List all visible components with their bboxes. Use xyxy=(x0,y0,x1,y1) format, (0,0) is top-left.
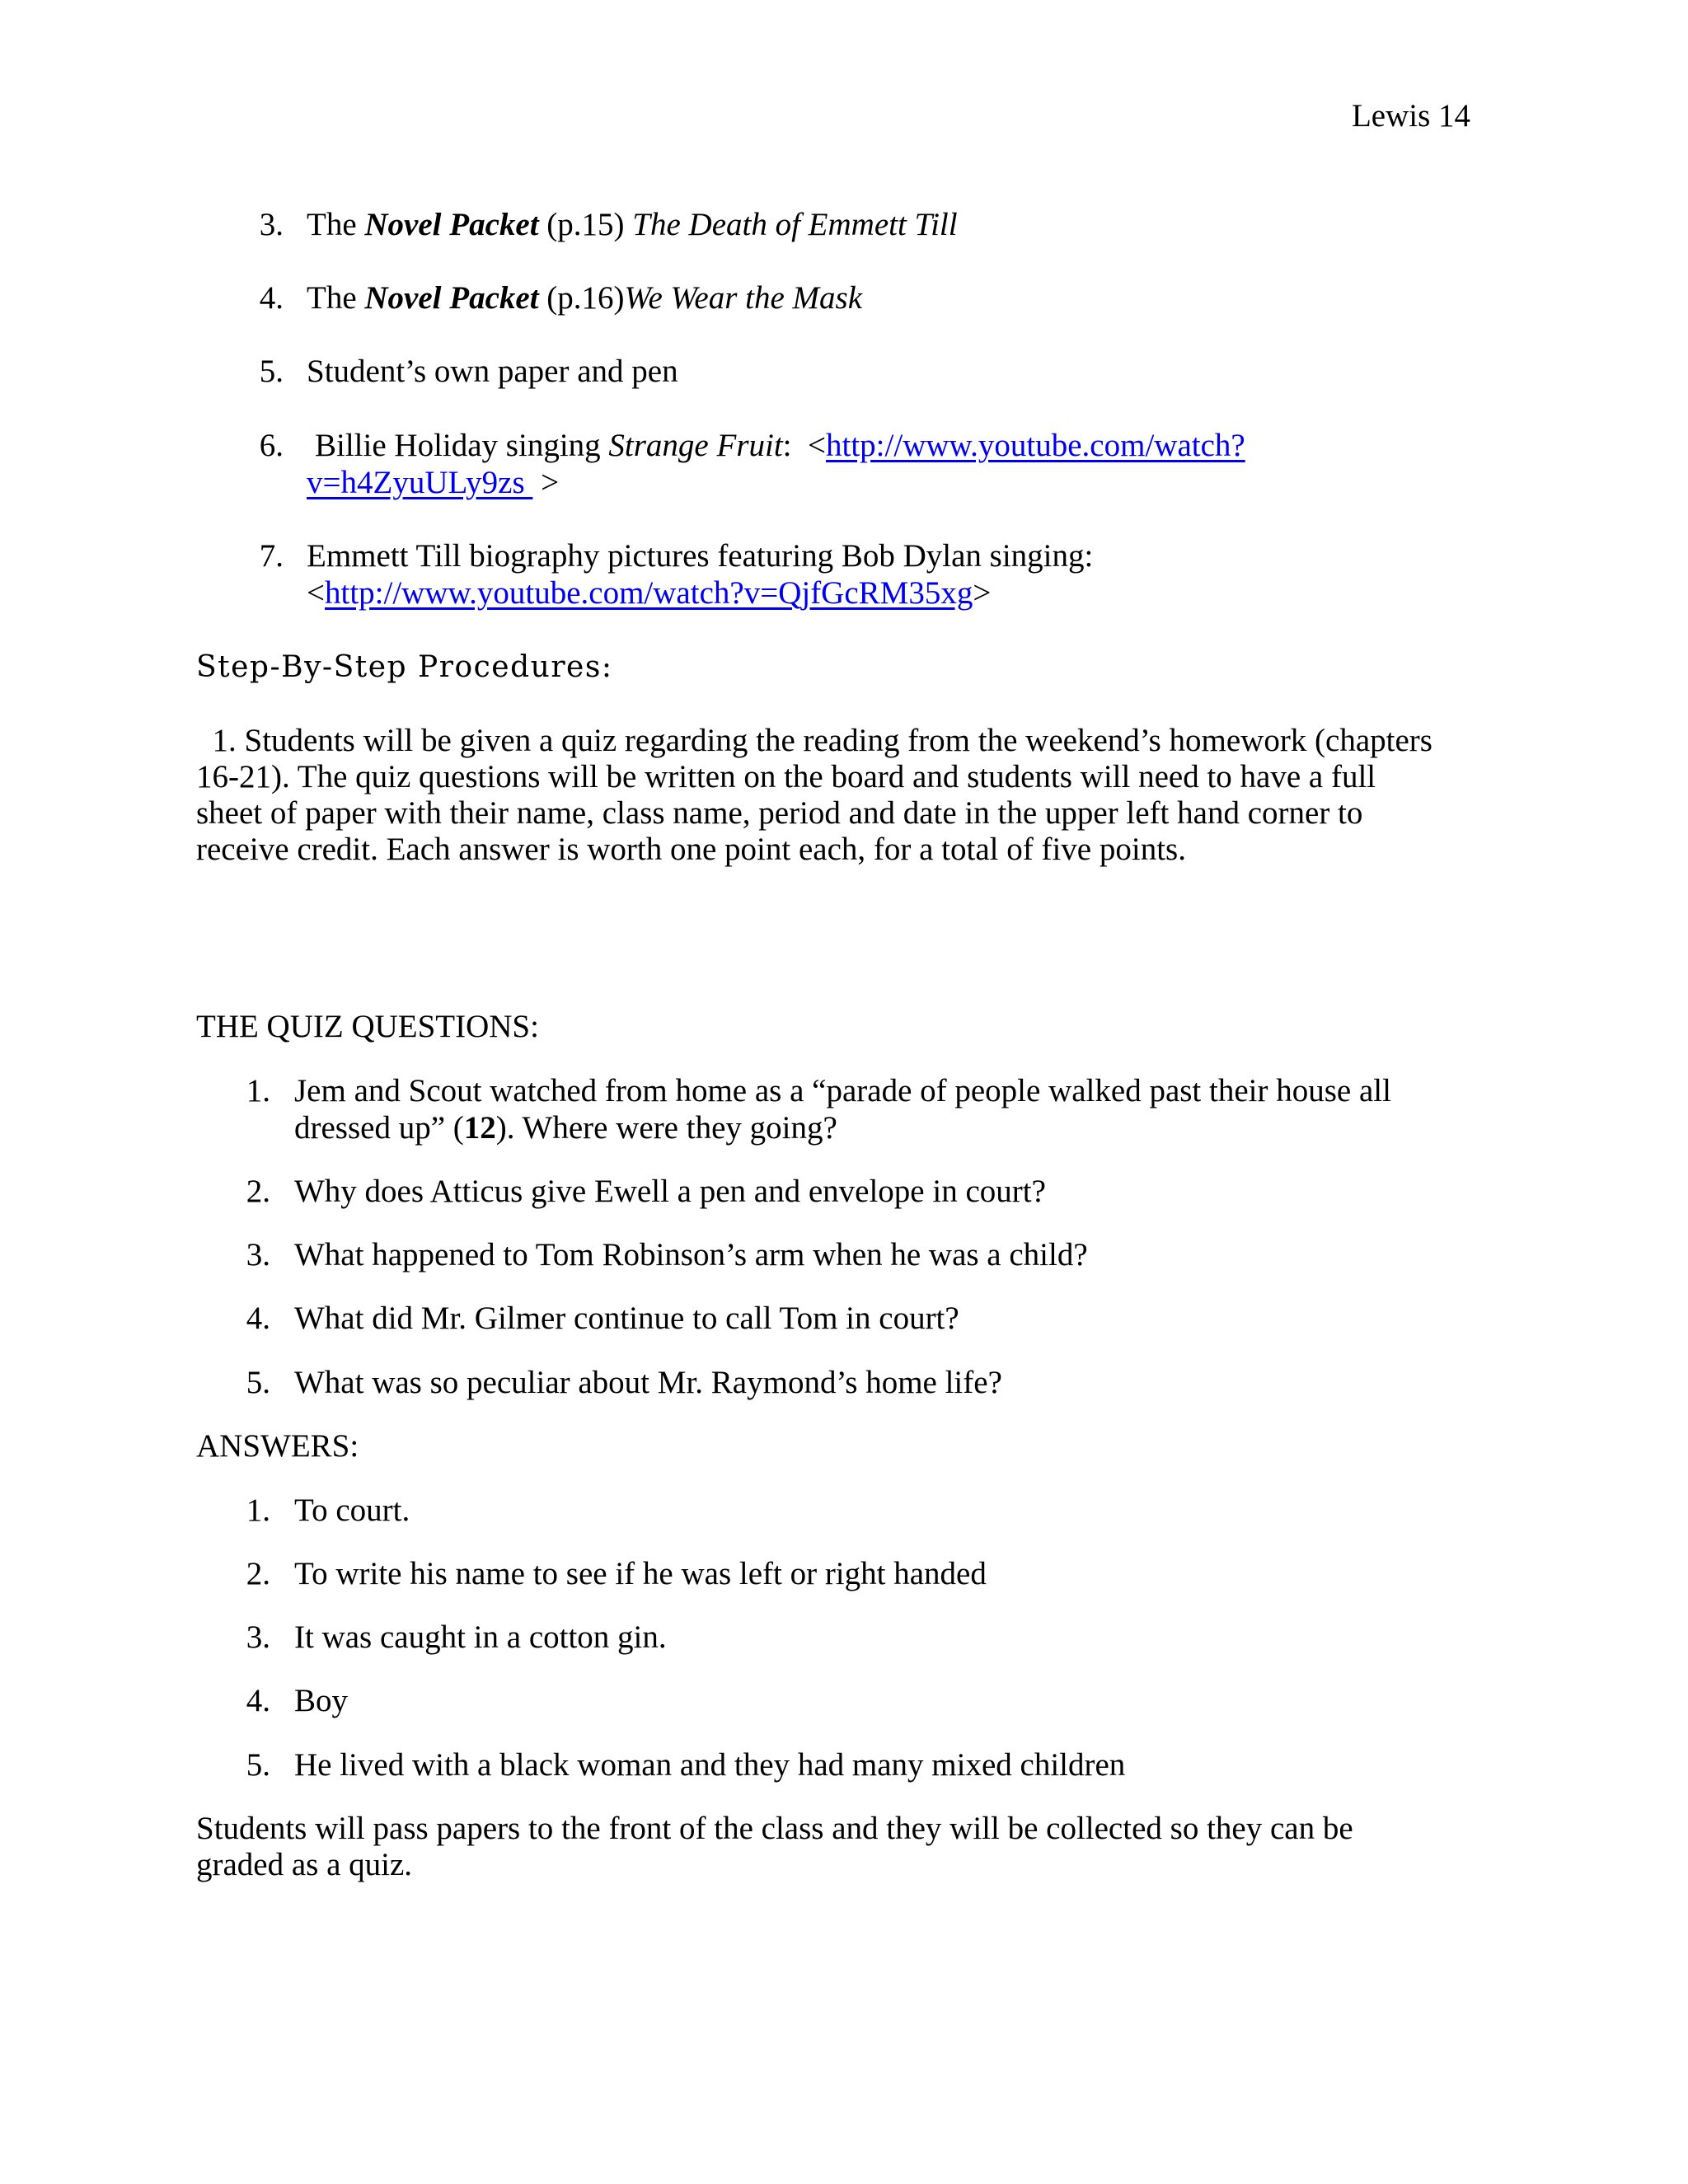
list-number: 3. xyxy=(246,1619,270,1655)
text-close: > xyxy=(973,575,992,611)
list-number: 1. xyxy=(246,1073,270,1108)
list-number: 5. xyxy=(246,1747,270,1783)
emmett-till-video-link[interactable]: http://www.youtube.com/watch?v=QjfGcRM35xg xyxy=(325,575,973,611)
answers-heading: ANSWERS: xyxy=(196,1428,359,1464)
text-pre: dressed up” ( xyxy=(294,1110,464,1146)
question-text: Jem and Scout watched from home as a “parade of people walked past their house all xyxy=(294,1073,1391,1108)
answer-text: To court. xyxy=(294,1493,410,1528)
text-open: < xyxy=(307,575,325,611)
paragraph-line: 1. Students will be given a quiz regarding the reading from the weekend’s homework (chapters xyxy=(196,723,1432,758)
list-number: 7. xyxy=(259,538,284,574)
text-colon: : < xyxy=(782,428,827,463)
paragraph-line: 16-21). The quiz questions will be written on the board and students will need to have a full xyxy=(196,759,1376,794)
strange-fruit-link-part2[interactable]: v=h4ZyuULy9zs xyxy=(307,465,533,500)
work-title: We Wear the Mask xyxy=(624,280,863,316)
list-number: 6. xyxy=(259,428,284,463)
list-item-text xyxy=(307,206,958,243)
novel-packet-title: Novel Packet xyxy=(364,207,539,242)
answer-text: It was caught in a cotton gin. xyxy=(294,1619,667,1655)
list-item-text-continued xyxy=(307,574,991,612)
page-number: 12 xyxy=(463,1110,496,1146)
answer-text: To write his name to see if he was left or right handed xyxy=(294,1556,987,1591)
text-pre: The xyxy=(307,280,357,316)
work-title: The Death of Emmett Till xyxy=(632,207,958,242)
text-pre: The xyxy=(307,207,357,242)
list-number: 4. xyxy=(259,280,284,316)
question-text: Why does Atticus give Ewell a pen and envelope in court? xyxy=(294,1174,1046,1209)
list-number: 2. xyxy=(246,1174,270,1209)
list-item-text: Emmett Till biography pictures featuring Bob Dylan singing: xyxy=(307,538,1094,574)
answer-text: He lived with a black woman and they had many mixed children xyxy=(294,1747,1126,1783)
text-post: ). Where were they going? xyxy=(495,1110,837,1146)
list-number: 2. xyxy=(246,1556,270,1591)
question-text: What was so peculiar about Mr. Raymond’s home life? xyxy=(294,1365,1002,1400)
list-number: 3. xyxy=(259,207,284,242)
answer-text: Boy xyxy=(294,1683,349,1718)
text-pre: Billie Holiday singing xyxy=(315,428,601,463)
list-number: 5. xyxy=(259,354,284,389)
paragraph-line: receive credit. Each answer is worth one point each, for a total of five points. xyxy=(196,832,1186,867)
song-title: Strange Fruit xyxy=(608,428,783,463)
list-number: 4. xyxy=(246,1683,270,1718)
question-text: What did Mr. Gilmer continue to call Tom in court? xyxy=(294,1301,959,1336)
list-item-text xyxy=(315,427,1245,464)
list-number: 4. xyxy=(246,1301,270,1336)
quiz-heading: THE QUIZ QUESTIONS: xyxy=(196,1009,539,1044)
question-text: What happened to Tom Robinson’s arm when he was a child? xyxy=(294,1237,1088,1272)
list-item-text: Student’s own paper and pen xyxy=(307,354,678,389)
list-number: 3. xyxy=(246,1237,270,1272)
list-number: 5. xyxy=(246,1365,270,1400)
paragraph-line: graded as a quiz. xyxy=(196,1847,413,1882)
novel-packet-title: Novel Packet xyxy=(364,280,539,316)
list-item-text xyxy=(307,279,862,316)
strange-fruit-link-part1[interactable]: http://www.youtube.com/watch? xyxy=(826,428,1245,463)
page-ref: (p.15) xyxy=(546,207,625,242)
question-text-continued xyxy=(294,1109,837,1146)
procedures-heading: Step-By-Step Procedures: xyxy=(196,650,613,684)
list-item-text-continued xyxy=(307,464,559,501)
list-number: 1. xyxy=(246,1493,270,1528)
paragraph-line: sheet of paper with their name, class name, period and date in the upper left hand corner to xyxy=(196,795,1363,831)
text-close: > xyxy=(532,465,560,500)
page-header-label: Lewis 14 xyxy=(1351,98,1470,134)
paragraph-line: Students will pass papers to the front of the class and they will be collected so they can be xyxy=(196,1811,1353,1846)
page-ref: (p.16) xyxy=(546,280,625,316)
